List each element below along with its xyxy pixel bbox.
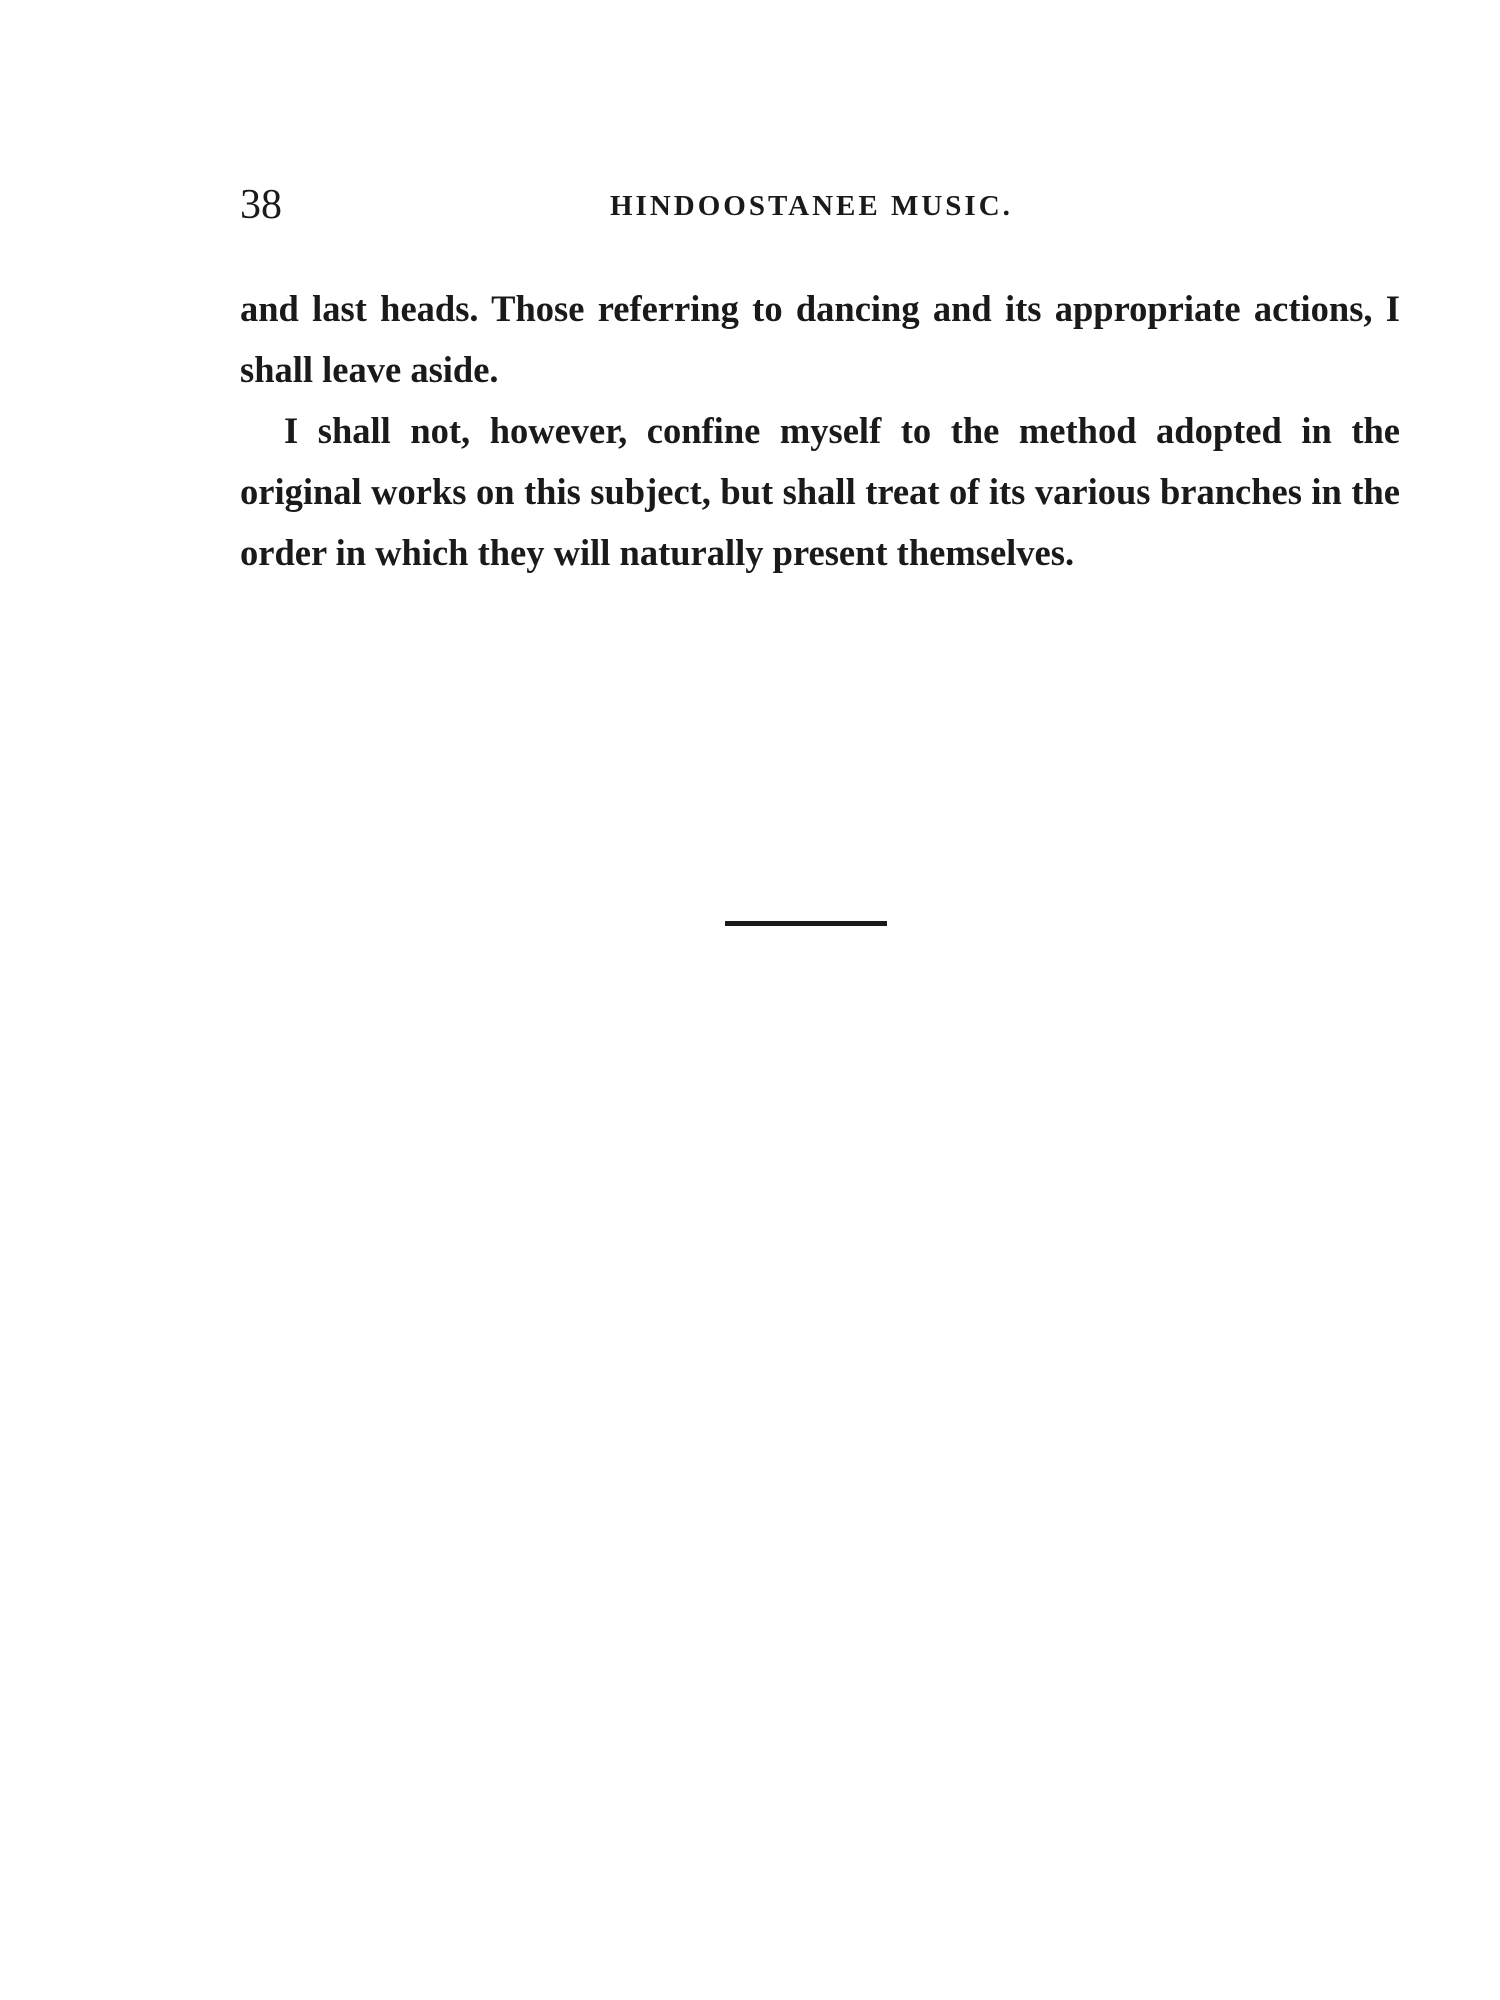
body-text — [240, 278, 1400, 583]
running-head — [240, 180, 1400, 230]
paragraph-method: I shall not, however, confine myself to the method adopted in the original works on this subject, but shall treat of its various branches in the order in which they will naturally present themselves. — [240, 410, 1400, 573]
section-end-rule — [725, 921, 887, 926]
paragraph-continuation: and last heads. Those referring to dancing and its appropriate actions, I shall leave aside. — [240, 288, 1400, 390]
running-title: HINDOOSTANEE MUSIC. — [610, 190, 1013, 222]
page-number: 38 — [240, 182, 282, 228]
